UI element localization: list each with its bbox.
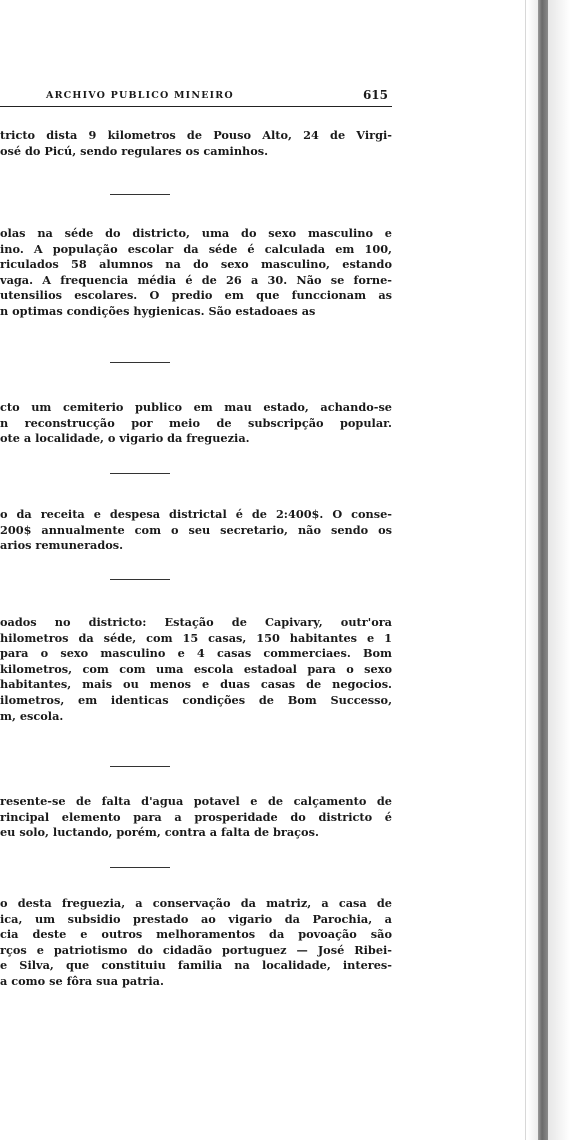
paragraph-parish	[0, 896, 392, 990]
text-line: ino. A população escolar da séde é calculada em 100,	[0, 241, 392, 256]
text-line: riculados 58 alumnos na do sexo masculino, estando	[0, 257, 392, 272]
running-title: ARCHIVO PUBLICO MINEIRO	[46, 90, 234, 101]
text-line: para o sexo masculino e 4 casas commerciaes. Bom	[0, 646, 392, 661]
page-edge-line	[525, 0, 526, 1140]
text-line: olas na séde do districto, uma do sexo masculino e	[0, 226, 392, 240]
book-binding-edge	[538, 0, 548, 1140]
paragraph-schools	[0, 226, 392, 320]
text-line: a como se fôra sua patria.	[0, 973, 164, 988]
section-separator	[110, 766, 170, 767]
paragraph-distances	[0, 128, 392, 159]
text-line: ica, um subsidio prestado ao vigario da Parochia, a	[0, 911, 392, 926]
text-line: osé do Picú, sendo regulares os caminhos.	[0, 143, 269, 158]
text-line: hilometros da séde, com 15 casas, 150 habitantes e 1	[0, 630, 392, 645]
text-line: eu solo, luctando, porém, contra a falta de braços.	[0, 825, 319, 840]
section-separator	[110, 362, 170, 363]
text-line: tricto dista 9 kilometros de Pouso Alto, 24 de Virgi-	[0, 128, 392, 142]
text-line: rincipal elemento para a prosperidade do districto é	[0, 809, 392, 824]
text-line: 200$ annualmente com o seu secretario, não sendo os	[0, 522, 392, 537]
binding-shadow	[528, 0, 538, 1140]
text-line: rços e patriotismo do cidadão portuguez — José Ribei-	[0, 942, 392, 957]
text-line: arios remunerados.	[0, 538, 124, 553]
section-separator	[110, 473, 170, 474]
paragraph-revenue	[0, 507, 392, 554]
text-line: kilometros, com com uma escola estadoal para o sexo	[0, 661, 392, 676]
text-line: ilometros, em identicas condições de Bom Successo,	[0, 692, 392, 707]
paragraph-water-shortage	[0, 794, 392, 841]
text-line: o desta freguezia, a conservação da matriz, a casa de	[0, 896, 392, 910]
text-line: n reconstrucção por meio de subscripção popular.	[0, 415, 392, 430]
text-line: ote a localidade, o vigario da freguezia.	[0, 431, 250, 446]
paragraph-settlements	[0, 615, 392, 724]
header-rule	[0, 106, 392, 107]
text-line: e Silva, que constituiu familia na localidade, interes-	[0, 958, 392, 973]
running-header	[0, 90, 392, 108]
text-line: o da receita e despesa districtal é de 2:400$. O conse-	[0, 507, 392, 521]
text-line: m, escola.	[0, 708, 64, 723]
text-line: resente-se de falta d'agua potavel e de calçamento de	[0, 794, 392, 808]
page-number: 615	[362, 88, 388, 102]
binding-fade	[548, 0, 580, 1140]
text-line: cia deste e outros melhoramentos da povoação são	[0, 927, 392, 942]
text-line: cto um cemiterio publico em mau estado, achando-se	[0, 400, 392, 414]
section-separator	[110, 867, 170, 868]
text-line: habitantes, mais ou menos e duas casas de negocios.	[0, 677, 392, 692]
text-line: vaga. A frequencia média é de 26 a 30. Não se forne-	[0, 272, 392, 287]
paragraph-cemetery	[0, 400, 392, 447]
section-separator	[110, 194, 170, 195]
section-separator	[110, 579, 170, 580]
text-line: n optimas condições hygienicas. São estadoaes as	[0, 303, 316, 318]
text-line: utensilios escolares. O predio em que funccionam as	[0, 288, 392, 303]
text-line: oados no districto: Estação de Capivary, outr'ora	[0, 615, 392, 629]
